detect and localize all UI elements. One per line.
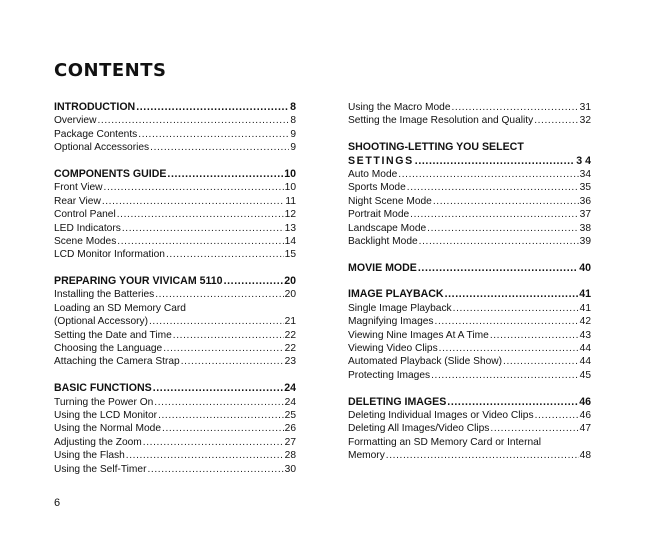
toc-entry-label: Using the LCD Monitor — [54, 409, 158, 421]
dot-leader — [439, 342, 579, 355]
toc-entry — [54, 315, 296, 328]
toc-entry-label: Rear View — [54, 195, 101, 207]
toc-entry — [348, 342, 591, 355]
toc-entry-label: Single Image Playback — [348, 302, 452, 314]
dot-leader — [153, 382, 284, 395]
toc-entry-label: Setting the Date and Time — [54, 329, 172, 341]
toc-section-heading — [54, 275, 296, 288]
toc-page-number: 39 — [579, 235, 591, 247]
toc-page-number: 21 — [284, 316, 296, 328]
toc-entry — [54, 181, 296, 194]
toc-page-number: 48 — [579, 450, 591, 462]
dot-leader — [427, 222, 578, 235]
toc-page-number: 12 — [284, 209, 296, 221]
toc-page-number: 22 — [284, 329, 296, 341]
toc-page-number: 30 — [284, 463, 296, 475]
toc-entry-label: (Optional Accessory) — [54, 316, 148, 328]
toc-page-number: 46 — [579, 395, 591, 408]
dot-leader — [490, 329, 579, 342]
toc-entry-label: Choosing the Language — [54, 343, 163, 355]
toc-entry — [54, 436, 296, 449]
toc-spacer — [54, 369, 296, 382]
toc-entry-label: Magnifying Images — [348, 316, 434, 328]
toc-entry-label: Memory — [348, 450, 385, 462]
toc-page-number: 8 — [290, 115, 296, 127]
toc-page-number: 47 — [579, 423, 591, 435]
dot-leader — [386, 449, 579, 462]
toc-section-heading — [348, 262, 591, 275]
dot-leader — [181, 355, 284, 368]
toc-entry-label: Optional Accessories — [54, 142, 150, 154]
toc-page-number: 3 4 — [576, 154, 591, 167]
toc-page-number: 37 — [579, 209, 591, 221]
dot-leader — [136, 101, 289, 114]
dot-leader — [117, 208, 284, 221]
toc-page-number: 44 — [579, 356, 591, 368]
dot-leader — [445, 288, 579, 301]
toc-entry-label: Scene Modes — [54, 235, 117, 247]
dot-leader — [162, 422, 284, 435]
toc-page-number: 15 — [284, 249, 296, 261]
toc-entry — [54, 195, 296, 208]
toc-entry-label: Package Contents — [54, 128, 138, 140]
toc-page-number: 11 — [285, 195, 296, 207]
toc-page-number: 34 — [579, 168, 591, 180]
toc-entry — [54, 248, 296, 261]
toc-entry — [54, 449, 296, 462]
toc-page-number: 22 — [284, 343, 296, 355]
page-title: CONTENTS — [54, 60, 167, 81]
toc-entry-label: SETTINGS — [348, 154, 414, 167]
toc-entry — [54, 114, 296, 127]
dot-leader — [431, 369, 579, 382]
dot-leader — [163, 342, 283, 355]
toc-entry — [54, 463, 296, 476]
toc-entry-label: LED Indicators — [54, 222, 121, 234]
dot-leader — [97, 114, 289, 127]
dot-leader — [224, 275, 284, 288]
toc-page-number: 45 — [579, 369, 591, 381]
dot-leader — [138, 128, 289, 141]
dot-leader — [155, 288, 283, 301]
toc-entry-label: Front View — [54, 182, 103, 194]
toc-section-heading — [54, 382, 296, 395]
dot-leader — [102, 195, 285, 208]
toc-page-number: 31 — [579, 102, 591, 113]
dot-leader — [410, 208, 579, 221]
toc-entry — [348, 329, 591, 342]
toc-page-number: 44 — [579, 343, 591, 355]
toc-entry — [348, 181, 591, 194]
toc-left-column — [54, 101, 296, 476]
toc-page-number: 40 — [579, 261, 591, 274]
dot-leader — [534, 114, 578, 127]
toc-entry — [54, 329, 296, 342]
toc-entry-label: Using the Macro Mode — [348, 102, 451, 113]
toc-entry-label: Sports Mode — [348, 182, 406, 194]
toc-spacer — [348, 382, 591, 395]
dot-leader — [535, 409, 579, 422]
toc-entry — [348, 369, 591, 382]
toc-entry-label: Setting the Image Resolution and Quality — [348, 115, 534, 127]
toc-page-number: 24 — [284, 396, 296, 408]
toc-entry-label: Adjusting the Zoom — [54, 436, 142, 448]
toc-entry-label: MOVIE MODE — [348, 261, 417, 274]
toc-entry — [348, 208, 591, 221]
dot-leader — [447, 396, 578, 409]
toc-page-number: 9 — [290, 128, 296, 140]
dot-leader — [126, 449, 284, 462]
dot-leader — [398, 168, 578, 181]
toc-section-heading — [54, 101, 296, 114]
toc-entry — [54, 141, 296, 154]
page-number: 6 — [54, 497, 61, 509]
toc-entry-label: Auto Mode — [348, 168, 398, 180]
toc-entry-label: Installing the Batteries — [54, 289, 155, 301]
toc-entry-label: DELETING IMAGES — [348, 395, 447, 408]
toc-entry-label: Using the Flash — [54, 450, 125, 462]
toc-entry — [348, 114, 591, 127]
dot-leader — [453, 302, 579, 315]
dot-leader — [407, 181, 579, 194]
toc-entry — [348, 409, 591, 422]
toc-entry — [348, 195, 591, 208]
dot-leader — [150, 141, 289, 154]
toc-page-number: 23 — [284, 356, 296, 368]
toc-entry-label: PREPARING YOUR VIVICAM 5110 — [54, 275, 223, 288]
toc-entry-label: Attaching the Camera Strap — [54, 356, 180, 368]
toc-page-number: 41 — [579, 302, 591, 314]
toc-entry-text: Loading an SD Memory Card — [54, 302, 186, 314]
toc-spacer — [348, 275, 591, 288]
toc-entry — [348, 302, 591, 315]
toc-entry-label: Using the Self-Timer — [54, 463, 147, 475]
toc-entry-label: Portrait Mode — [348, 209, 410, 221]
toc-entry-label: Deleting All Images/Video Clips — [348, 423, 490, 435]
toc-spacer — [54, 262, 296, 275]
toc-page-number: 41 — [579, 288, 591, 301]
toc-entry — [54, 288, 296, 301]
toc-entry-label: BASIC FUNCTIONS — [54, 382, 152, 395]
toc-page-number: 9 — [290, 142, 296, 154]
toc-page-number: 32 — [579, 115, 591, 127]
toc-section-heading — [348, 155, 591, 168]
dot-leader — [104, 181, 284, 194]
dot-leader — [122, 222, 284, 235]
toc-entry — [54, 235, 296, 248]
dot-leader — [503, 355, 579, 368]
toc-entry — [54, 342, 296, 355]
dot-leader — [433, 195, 579, 208]
toc-page-number: 38 — [579, 222, 591, 234]
toc-entry — [54, 208, 296, 221]
dot-leader — [147, 463, 283, 476]
dot-leader — [415, 155, 575, 168]
toc-entry — [54, 409, 296, 422]
toc-page-number: 25 — [284, 409, 296, 421]
toc-spacer — [348, 128, 591, 141]
toc-spacer — [348, 248, 591, 261]
dot-leader — [419, 235, 579, 248]
toc-entry — [348, 315, 591, 328]
toc-entry — [54, 355, 296, 368]
toc-page-number: 42 — [579, 316, 591, 328]
toc-page-number: 8 — [290, 101, 296, 113]
toc-entry-label: Automated Playback (Slide Show) — [348, 356, 503, 368]
toc-entry — [348, 168, 591, 181]
toc-entry-label: Viewing Video Clips — [348, 343, 438, 355]
dot-leader — [490, 422, 578, 435]
toc-entry — [348, 235, 591, 248]
toc-page-number: 35 — [579, 182, 591, 194]
toc-entry — [348, 449, 591, 462]
toc-entry — [348, 101, 591, 114]
toc-entry-text: Formatting an SD Memory Card or Internal — [348, 436, 542, 448]
toc-page-number: 10 — [284, 182, 296, 194]
toc-page-number: 10 — [284, 167, 296, 180]
toc-page-number: 24 — [284, 382, 296, 395]
toc-page-number: 13 — [284, 222, 296, 234]
toc-entry — [54, 396, 296, 409]
toc-entry — [54, 222, 296, 235]
toc-entry — [348, 422, 591, 435]
toc-page-number: 46 — [579, 409, 591, 421]
dot-leader — [435, 315, 579, 328]
dot-leader — [158, 409, 284, 422]
toc-entry-label: Deleting Individual Images or Video Clips — [348, 409, 534, 421]
toc-page-number: 26 — [284, 423, 296, 435]
dot-leader — [149, 315, 284, 328]
toc-entry-label: Control Panel — [54, 209, 116, 221]
toc-entry-label: Turning the Power On — [54, 396, 154, 408]
toc-page-number: 43 — [579, 329, 591, 341]
toc-entry-label: COMPONENTS GUIDE — [54, 167, 167, 180]
toc-section-heading — [54, 168, 296, 181]
toc-entry — [54, 422, 296, 435]
toc-spacer — [54, 155, 296, 168]
toc-entry — [348, 355, 591, 368]
toc-page-number: 14 — [284, 235, 296, 247]
toc-right-column — [348, 101, 591, 463]
toc-page-number: 20 — [284, 275, 296, 288]
toc-section-heading — [348, 288, 591, 301]
dot-leader — [117, 235, 283, 248]
toc-page-number: 27 — [284, 436, 296, 448]
dot-leader — [154, 396, 283, 409]
toc-entry-label: Viewing Nine Images At A Time — [348, 329, 489, 341]
toc-entry — [348, 222, 591, 235]
toc-section-heading — [348, 396, 591, 409]
toc-page-number: 36 — [579, 195, 591, 207]
dot-leader — [167, 168, 283, 181]
toc-entry-label: Protecting Images — [348, 369, 431, 381]
toc-entry-label: INTRODUCTION — [54, 101, 136, 113]
dot-leader — [452, 101, 579, 114]
toc-page-number: 28 — [284, 450, 296, 462]
dot-leader — [166, 248, 284, 261]
dot-leader — [143, 436, 284, 449]
toc-entry-label: Overview — [54, 115, 97, 127]
toc-page-number: 20 — [284, 289, 296, 301]
toc-entry-label: Night Scene Mode — [348, 195, 432, 207]
toc-section-heading: SHOOTING-LETTING YOU SELECT — [348, 141, 524, 154]
dot-leader — [173, 329, 284, 342]
toc-entry-label: Landscape Mode — [348, 222, 427, 234]
toc-entry — [54, 128, 296, 141]
toc-entry-label: LCD Monitor Information — [54, 249, 165, 261]
toc-entry-label: Using the Normal Mode — [54, 423, 162, 435]
toc-entry-label: IMAGE PLAYBACK — [348, 288, 444, 301]
dot-leader — [418, 262, 578, 275]
toc-entry-label: Backlight Mode — [348, 235, 418, 247]
